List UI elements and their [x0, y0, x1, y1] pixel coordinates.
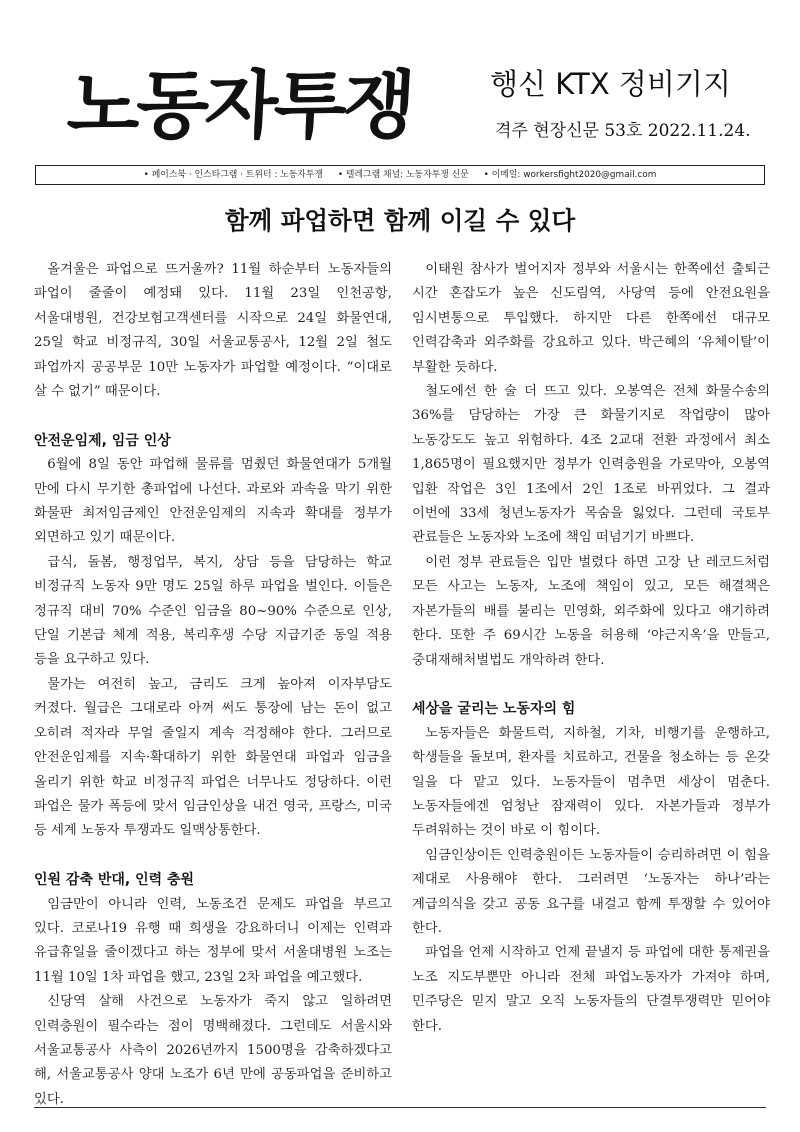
masthead [0, 0, 800, 160]
section-heading: 세상을 굴리는 노동자의 힘 [412, 701, 576, 718]
spacer [34, 404, 392, 428]
paragraph: 임금인상이든 인력충원이든 노동자들이 승리하려면 이 힘을 제대로 사용해야 한다. 그러려면 ‘노동자는 하나’라는 계급의식을 갖고 공동 요구를 내걸고 함께 투쟁할 수 있어야 한다. [412, 847, 770, 936]
section-heading: 인원 감축 반대, 인력 충원 [34, 872, 195, 889]
paragraph: 신당역 살해 사건으로 노동자가 죽지 않고 일하려면 인력충원이 필수라는 점이 명백해졌다. 그런데도 서울시와 서울교통공사 사측이 2026년까지 1500명을 감축하겠다고 해, 서울교통공사 양대 노조가 6년 만에 공동파업을 준비하고 있다. [34, 994, 392, 1107]
left-column [34, 258, 392, 1112]
paragraph: 이태원 참사가 벌어지자 정부와 서울시는 한쪽에선 출퇴근 시간 혼잡도가 높은 신도림역, 사당역 등에 안전요원을 임시변통으로 투입했다. 하지만 다른 한쪽에선 대규모 인력감축과 외주화를 강요하고 있다. 박근혜의 ‘유체이탈’이 부활한 듯하다. [412, 262, 770, 375]
spacer [34, 844, 392, 868]
paragraph: 6월에 8일 동안 파업해 물류를 멈췄던 화물연대가 5개월 만에 다시 무기한 총파업에 나선다. 과로와 과속을 막기 위한 화물판 최저임금제인 안전운임제의 지속과 확대를 정부가 외면하고 있기 때문이다. [34, 457, 392, 546]
paragraph: 이런 정부 관료들은 입만 벌렸다 하면 고장 난 레코드처럼 모든 사고는 노동자, 노조에 책임이 있고, 모든 해결책은 자본가들의 배를 불리는 민영화, 외주화에 있다고 얘기하려 한다. 또한 주 69시간 노동을 허용해 ‘야근지옥’을 만들고, 중대재해처벌법도 개악하려 한다. [412, 554, 770, 668]
email-contact: • 이메일: workersfight2020@gmail.com [483, 170, 657, 180]
paragraph: 임금만이 아니라 인력, 노동조건 문제도 파업을 부르고 있다. 코로나19 유행 때 희생을 강요하더니 이제는 인력과 유급휴일을 줄이겠다고 하는 정부에 맞서 서울대병원 노조는 11월 10일 1차 파업을 했고, 23일 2차 파업을 예고했다. [34, 896, 392, 985]
section-heading: 안전운임제, 임금 인상 [34, 432, 171, 449]
page-title: 함께 파업하면 함께 이길 수 있다 [224, 206, 576, 235]
spacer [412, 673, 770, 697]
paragraph: 철도에선 한 술 더 뜨고 있다. 오봉역은 전체 화물수송의 36%를 담당하는 가장 큰 화물기지로 작업량이 많아 노동강도도 높고 위험하다. 4조 2교대 전환 과정에서 최소 1,865명이 필요했지만 정부가 인력충원을 가로막아, 오봉역 입환 작업은 3인 1조에서 2인 1조로 바뀌었다. 그 결과 이번에 33세 청년노동자가 목숨을 잃었다. 그런데 국토부 관료들은 노동자와 노조에 책임 떠넘기기 바쁘다. [412, 384, 770, 546]
telegram-contact: • 텔레그램 채널: 노동자투쟁 신문 [337, 170, 469, 180]
paragraph: 급식, 돌봄, 행정업무, 복지, 상담 등을 담당하는 학교 비정규직 노동자 9만 명도 25일 하루 파업을 벌인다. 이들은 정규직 대비 70% 수준인 임금을 80~90% 수준으로 인상, 단일 기본급 체계 적용, 복리후생 수당 지급기준 동일 적용 등을 요구하고 있다. [34, 554, 392, 668]
sns-contact: • 페이스북 · 인스타그램 · 트위터 : 노동자투쟁 [143, 170, 324, 180]
issue-info: 격주 현장신문 53호 2022.11.24. [495, 121, 751, 141]
paragraph: 파업을 언제 시작하고 언제 끝낼지 등 파업에 대한 통제권을 노조 지도부뿐만 아니라 전체 파업노동자가 가져야 하며, 민주당은 믿지 말고 오직 노동자들의 단결투쟁력만 믿어야 한다. [412, 945, 770, 1034]
contact-bar [35, 165, 765, 185]
footer-divider [34, 1107, 766, 1108]
paragraph: 물가는 여전히 높고, 금리도 크게 높아져 이자부담도 커졌다. 월급은 그대로라 아껴 써도 통장에 남는 돈이 없고 오히려 적자라 무얼 줄일지 계속 걱정해야 한다. 그러므로 안전운임제를 지속·확대하기 위한 화물연대 파업과 임금을 올리기 위한 학교 비정규직 파업은 너무나도 정당하다. 이런 파업은 물가 폭등에 맞서 임금인상을 내건 영국, 프랑스, 미국 등 세계 노동자 투쟁과도 일맥상통한다. [34, 676, 392, 839]
newspaper-logo: 노동자투쟁 [65, 63, 414, 149]
intro-paragraph: 올겨울은 파업으로 뜨거울까? 11월 하순부터 노동자들의 파업이 줄줄이 예정돼 있다. 11월 23일 인천공항, 서울대병원, 건강보험고객센터를 시작으로 24일 화물연대, 25일 학교 비정규직, 30일 서울교통공사, 12월 2일 철도 파업까지 공공부문 10만 노동자가 파업할 예정이다. “이대로 살 수 없기” 때문이다. [34, 262, 392, 400]
paragraph: 노동자들은 화물트럭, 지하철, 기차, 비행기를 운행하고, 학생들을 돌보며, 환자를 치료하고, 건물을 청소하는 등 온갖 일을 다 맡고 있다. 노동자들이 멈추면 세상이 멈춘다. 노동자들에겐 엄청난 잠재력이 있다. 자본가들과 정부가 두려워하는 것이 바로 이 힘이다. [412, 725, 770, 839]
right-column [412, 258, 770, 1039]
workplace-title: 행신 KTX 정비기지 [490, 67, 731, 101]
